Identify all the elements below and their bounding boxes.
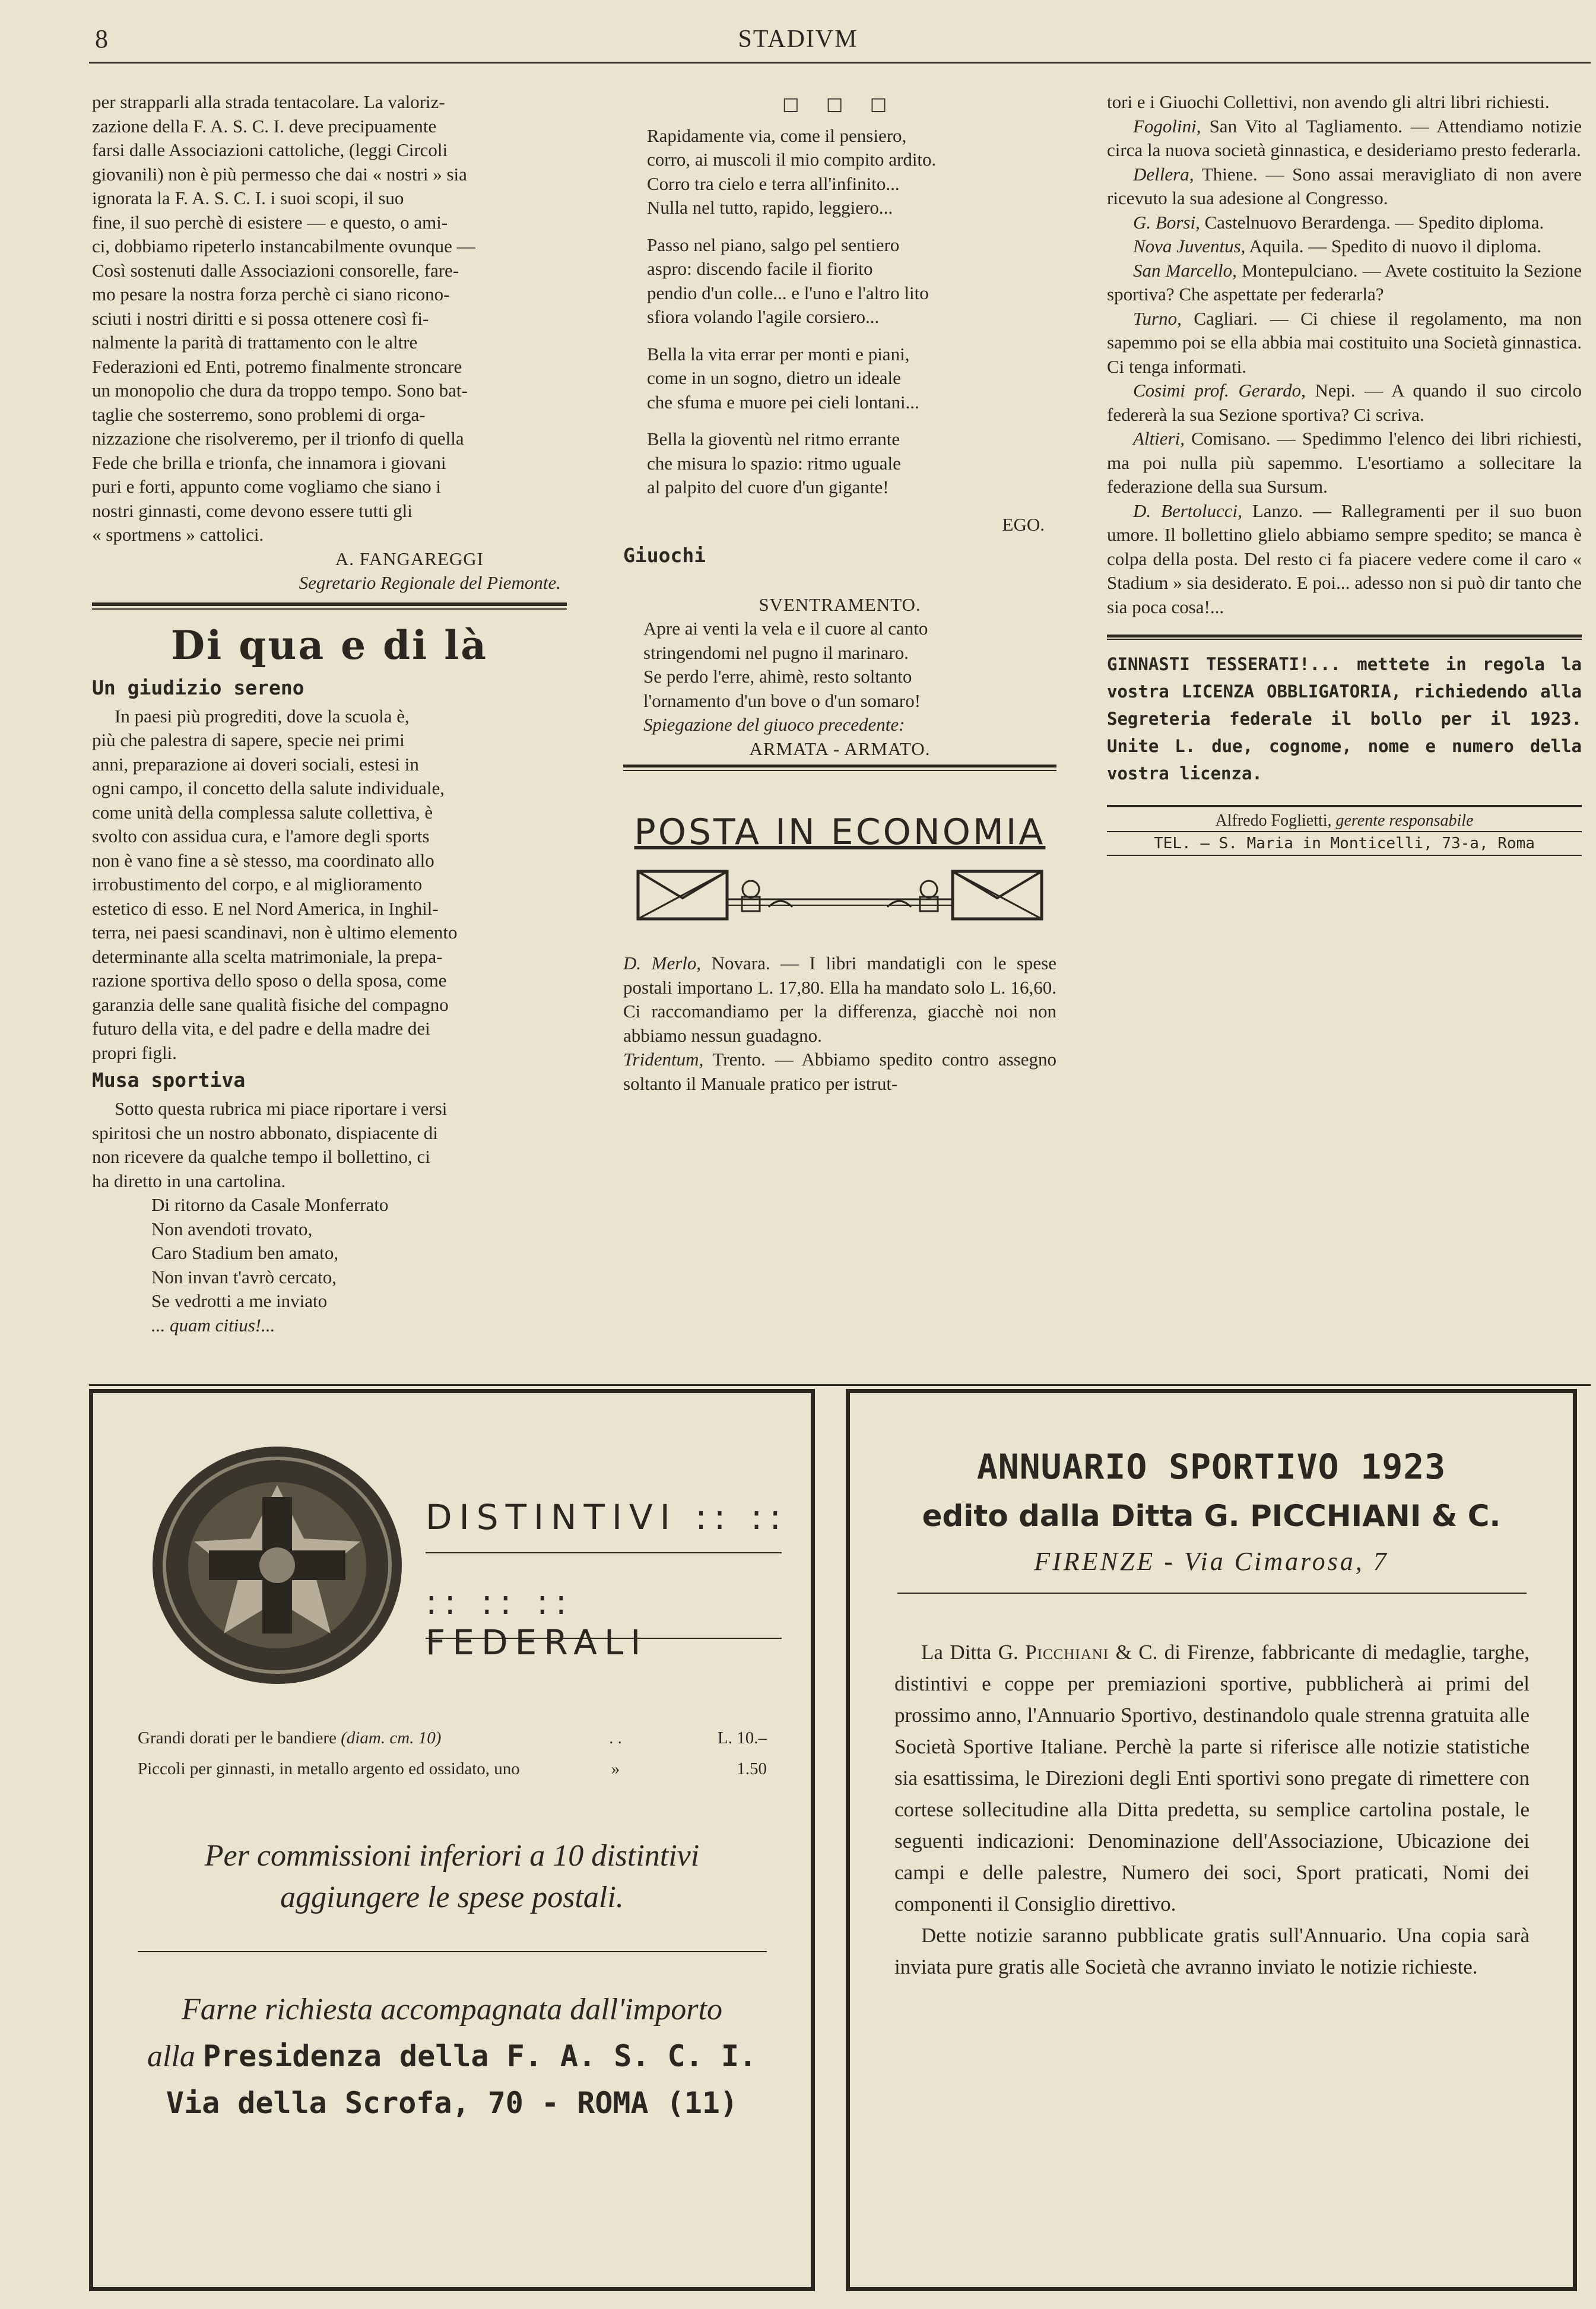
- text-line: Federazioni ed Enti, potremo finalmente stroncare: [92, 356, 462, 377]
- annuario-address: FIRENZE - Via Cimarosa, 7: [1034, 1547, 1389, 1576]
- verse: stringendomi nel pugno il marinaro.: [643, 642, 909, 663]
- price-row: [138, 1723, 767, 1753]
- puzzle-title: SVENTRAMENTO.: [759, 594, 921, 615]
- section-rule: [1107, 805, 1582, 807]
- text-line: Sotto questa rubrica mi piace riportare i versi: [115, 1098, 448, 1119]
- verse: pendio d'un colle... e l'uno e l'altro lito: [647, 282, 929, 303]
- text-line: nalmente la parità di trattamento con le altre: [92, 332, 418, 353]
- text-line: ogni campo, il concetto della salute individuale,: [92, 778, 445, 798]
- section-rule-thin: [623, 770, 1056, 771]
- text-line: terra, nei paesi scandinavi, non è ultimo elemento: [92, 922, 458, 943]
- text-line: propri figli.: [92, 1042, 177, 1063]
- giuochi-heading: Giuochi: [623, 544, 706, 567]
- ad-divider: [897, 1593, 1527, 1594]
- annuario-body: [894, 1636, 1530, 1983]
- order-instructions: [93, 1987, 811, 2126]
- posta-entry: [1107, 211, 1582, 235]
- entry-text: Castelnuovo Berardenga. — Spedito diploma.: [1204, 211, 1544, 233]
- section-rule: [623, 765, 1056, 767]
- poem-signature: EGO.: [1002, 513, 1045, 535]
- verse: Rapidamente via, come il pensiero,: [647, 125, 907, 146]
- ornament-squares: □ □ □: [782, 94, 898, 115]
- signature-role: Segretario Regionale del Piemonte.: [299, 572, 561, 593]
- verse: Caro Stadium ben amato,: [151, 1242, 339, 1263]
- posta-entry: [623, 951, 1056, 1048]
- posta-entry: [1107, 163, 1582, 211]
- text-line: Così sostenuti dalle Associazioni consorelle, fare-: [92, 259, 459, 281]
- entry-name: Fogolini,: [1133, 115, 1201, 137]
- title-rule: [426, 1638, 782, 1639]
- poem-stanza: [623, 342, 1056, 415]
- entry-text: San Vito al Tagliamento. — Attendiamo notizie circa la nuova società ginnastica, e desideriamo presto federarla.: [1107, 115, 1582, 160]
- entry-text: Thiene. — Sono assai meravigliato di non avere ricevuto la sua adesione al Congresso.: [1107, 163, 1582, 208]
- text-line: nizzazione che risolveremo, per il trionfo di quella: [92, 428, 464, 449]
- posta-entry: [1107, 234, 1582, 259]
- posta-entry: [1107, 379, 1582, 427]
- ads-separator-rule: [89, 1384, 1591, 1386]
- order-address: Via della Scrofa, 70 - ROMA (11): [166, 2086, 738, 2120]
- text-line: In paesi più progrediti, dove la scuola è,: [115, 705, 410, 727]
- text-line: futuro della vita, e del padre e della madre dei: [92, 1018, 430, 1039]
- license-notice: GINNASTI TESSERATI!... mettete in regola la vostra LICENZA OBBLIGATORIA, richiedendo alla Segreteria federale il bollo per il 1923. Unite L. due, cognome, nome e numero della vostra licenza.: [1107, 654, 1582, 784]
- order-addressee: Presidenza della F. A. S. C. I.: [202, 2039, 757, 2073]
- section-title: Di qua e di là: [170, 621, 488, 668]
- entry-name: Nova Juventus,: [1133, 236, 1246, 256]
- poem-verses: [92, 1193, 567, 1337]
- solution-label: Spiegazione del giuoco precedente:: [643, 714, 905, 735]
- price-list: [138, 1723, 767, 1784]
- entry-name: Tridentum,: [623, 1049, 704, 1070]
- company-name: Picchiani: [1025, 1641, 1109, 1664]
- entry-name: D. Merlo,: [623, 953, 702, 973]
- posta-entry: [1107, 115, 1582, 163]
- entry-name: D. Bertolucci,: [1133, 500, 1242, 521]
- verse: Bella la vita errar per monti e piani,: [647, 343, 910, 364]
- text-line: svolto con assidua cura, e l'amore degli sports: [92, 826, 430, 846]
- section-rule-thin: [92, 608, 567, 610]
- text-line: taglie che sosterremo, sono problemi di orga-: [92, 404, 426, 425]
- title-rule: [426, 1552, 782, 1553]
- text-line: anni, preparazione ai doveri sociali, estesi in: [92, 753, 419, 775]
- giudizio-heading: Un giudizio sereno: [92, 675, 304, 699]
- body-text: La Ditta G.: [921, 1641, 1018, 1664]
- text-line: « sportmens » cattolici.: [92, 524, 264, 545]
- postal-note-line: Per commissioni inferiori a 10 distintivi: [204, 1839, 700, 1873]
- price-value: L. 10.–: [718, 1728, 767, 1747]
- verse: al palpito del cuore d'un gigante!: [647, 477, 889, 497]
- column-1: [92, 90, 567, 1337]
- musa-heading: Musa sportiva: [92, 1068, 246, 1092]
- posta-entry: [1107, 427, 1582, 499]
- postal-note: [93, 1835, 811, 1918]
- poem-stanza: [623, 427, 1056, 500]
- verse: Bella la gioventù nel ritmo errante: [647, 429, 900, 449]
- signature-name: A. FANGAREGGI: [335, 548, 484, 569]
- verse: Non avendoti trovato,: [151, 1218, 313, 1239]
- entry-name: Dellera,: [1133, 163, 1194, 185]
- text-line: zazione della F. A. S. C. I. deve precipuamente: [92, 115, 437, 137]
- text-line: determinante alla scelta matrimoniale, la prepa-: [92, 946, 443, 967]
- postal-note-line: aggiungere le spese postali.: [280, 1880, 624, 1914]
- section-rule: [1107, 635, 1582, 637]
- text-line: razione sportiva dello sposo o della sposa, come: [92, 970, 447, 991]
- entry-text: Lanzo. — Rallegramenti per il suo buon umore. Il bollettino glielo abbiamo sempre spedito; se manca è colpa della posta. Del resto ci fa piacere vedere come il caro « Stadium » sia desiderato. E poi... adesso non si può dir tanto che sia poca cosa!...: [1107, 500, 1582, 617]
- gerente-role: gerente responsabile: [1335, 811, 1474, 830]
- puzzle-verses: [623, 617, 1056, 713]
- verse: Nulla nel tutto, rapido, leggiero...: [647, 197, 893, 218]
- verse: Di ritorno da Casale Monferrato: [151, 1194, 389, 1215]
- entry-name: Turno,: [1133, 307, 1182, 329]
- posta-heading: POSTA IN ECONOMIA: [634, 811, 1046, 853]
- order-line: [93, 2033, 811, 2080]
- text-line: ha diretto in una cartolina.: [92, 1170, 286, 1191]
- entry-text: Comisano. — Spedimmo l'elenco dei libri richiesti, ma poi nulla più sapemmo. L'esortiamo a sollecitare la federazione della sua Sursum.: [1107, 428, 1582, 497]
- verse: Se vedrotti a me inviato: [151, 1290, 328, 1311]
- text-line: come unità della complessa salute collettiva, è: [92, 801, 433, 823]
- distintivi-advertisement: [89, 1389, 815, 2291]
- verse: Apre ai venti la vela e il cuore al canto: [643, 618, 928, 639]
- ad-divider: [138, 1951, 767, 1952]
- item-name: Grandi dorati per le bandiere: [138, 1728, 337, 1747]
- text-line: sciuti i nostri diritti e si possa ottenere così fi-: [92, 307, 429, 329]
- price-value: 1.50: [737, 1759, 767, 1778]
- verse: l'ornamento d'un bove o d'un somaro!: [643, 690, 921, 711]
- annuario-advertisement: [846, 1389, 1577, 2291]
- masthead-title: STADIVM: [738, 26, 858, 53]
- entry-text: Cagliari. — Ci chiese il regolamento, ma non sapemmo poi se ella abbia mai costituito una Società ginnastica. Ci tenga informati.: [1107, 307, 1582, 377]
- annuario-publisher: edito dalla Ditta G. PICCHIANI & C.: [922, 1499, 1501, 1533]
- printer-line: TEL. — S. Maria in Monticelli, 73-a, Roma: [1107, 831, 1582, 856]
- text-line: spiritosi che un nostro abbonato, dispiacente di: [92, 1122, 438, 1143]
- ad-title-line-1: DISTINTIVI :: ::: [426, 1497, 788, 1537]
- text-line: ignorata la F. A. S. C. I. i suoi scopi, il suo: [92, 188, 404, 208]
- gerente-name: Alfredo Foglietti,: [1215, 811, 1332, 830]
- column-2: [623, 90, 1056, 1096]
- order-line: Farne richiesta accompagnata dall'importo: [182, 1993, 722, 2026]
- section-rule-thin: [1107, 639, 1582, 640]
- gerente-line: [1107, 811, 1582, 831]
- musa-text: [92, 1097, 567, 1193]
- posta-entry: [1107, 90, 1582, 115]
- text-line: fine, il suo perchè di esistere — e questo, o ami-: [92, 211, 448, 233]
- body-paragraph: Dette notizie saranno pubblicate gratis sull'Annuario. Una copia sarà inviata pure gratis alle Società che avranno inviato le notizie richieste.: [894, 1924, 1530, 1978]
- verse: Corro tra cielo e terra all'infinito...: [647, 173, 900, 194]
- text-line: ci, dobbiamo ripeterlo instancabilmente ovunque —: [92, 236, 475, 256]
- text-line: nostri ginnasti, come devono essere tutti gli: [92, 500, 413, 521]
- poem-stanza: [623, 233, 1056, 329]
- text-line: garanzia delle sane qualità fisiche del compagno: [92, 994, 449, 1015]
- verse: che misura lo spazio: ritmo uguale: [647, 452, 901, 474]
- entry-text: Trento. — Abbiamo spedito contro assegno soltanto il Manuale pratico per istrut-: [623, 1049, 1056, 1094]
- verse: aspro: discendo facile il fiorito: [647, 258, 873, 279]
- text-line: estetico di esso. E nel Nord America, in Inghil-: [92, 897, 439, 919]
- verse: Passo nel piano, salgo pel sentiero: [647, 234, 900, 255]
- entry-name: Altieri,: [1133, 428, 1185, 449]
- badge-medal-icon: [147, 1441, 408, 1690]
- entry-name: Cosimi prof. Gerardo,: [1133, 380, 1306, 401]
- text-line: per strapparli alla strada tentacolare. La valoriz-: [92, 91, 445, 112]
- item-note: (diam. cm. 10): [341, 1728, 442, 1747]
- price-dots: . .: [609, 1728, 622, 1747]
- text-line: Fede che brilla e trionfa, che innamora i giovani: [92, 452, 446, 473]
- order-word: alla: [147, 2040, 195, 2073]
- text-line: mo pesare la nostra forza perchè ci siano ricono-: [92, 284, 450, 305]
- verse: che sfuma e muore pei cieli lontani...: [647, 391, 919, 413]
- envelopes-illustration: [632, 862, 1048, 928]
- posta-entry: [1107, 259, 1582, 307]
- column-3: [1107, 90, 1582, 856]
- text-line: non ricevere da qualche tempo il bollettino, ci: [92, 1146, 430, 1167]
- posta-entry: [623, 1048, 1056, 1096]
- verse: corro, ai muscoli il mio compito ardito.: [647, 149, 937, 170]
- entry-text: tori e i Giuochi Collettivi, non avendo gli altri libri richiesti.: [1107, 91, 1550, 112]
- posta-entry: [1107, 307, 1582, 379]
- ad-title-line-2: :: :: :: FEDERALI: [426, 1582, 648, 1663]
- posta-entry: [1107, 499, 1582, 620]
- entry-text: Nepi. — A quando il suo circolo federerà la sua Sezione sportiva? Ci scriva.: [1107, 380, 1582, 425]
- giudizio-text: [92, 705, 567, 1065]
- body-paragraph: [894, 1636, 1530, 1920]
- verse: Se perdo l'erre, ahimè, resto soltanto: [643, 666, 912, 687]
- entry-name: San Marcello,: [1133, 259, 1237, 281]
- verse: come in un sogno, dietro un ideale: [647, 367, 901, 388]
- annuario-title: ANNUARIO SPORTIVO 1923: [976, 1447, 1446, 1487]
- entry-name: G. Borsi,: [1133, 211, 1200, 233]
- verse: ... quam citius!...: [151, 1314, 275, 1336]
- text-line: irrobustimento del corpo, e al miglioramento: [92, 874, 423, 895]
- entry-text: Novara. — I libri mandatigli con le spese postali importano L. 17,80. Ella ha mandato solo L. 16,60. Ci raccomandiamo per la differenza, giacchè noi non abbiamo nessun guadagno.: [623, 953, 1057, 1046]
- text-line: un monopolio che dura da troppo tempo. Sono bat-: [92, 380, 468, 401]
- article-continuation: [92, 90, 567, 547]
- body-text: & C. di Firenze, fabbricante di medaglie, targhe, distintivi e coppe per premiazioni sportive, pubblicherà ai primi del prossimo anno, l'Annuario Sportivo, destinandolo quale strenna gratuita alle Società Sportive Italiane. Perchè la parte si riferisce alle notizie statistiche sia esattissima, le Direzioni degli Enti sportivi sono pregate di rimettere con cortese sollecitudine alla Ditta predetta, su semplice cartolina postale, le seguenti indicazioni: Denominazione dell'Associazione, Ubicazione dei campi e delle palestre, Numero dei soci, Sport praticati, Nomi dei componenti il Consiglio direttivo.: [894, 1641, 1530, 1915]
- price-row: [138, 1753, 767, 1784]
- poem-stanza: [623, 124, 1056, 220]
- text-line: non è vano fine a sè stesso, ma coordinato allo: [92, 849, 434, 871]
- price-label: Piccoli per ginnasti, in metallo argento ed ossidato, uno: [138, 1759, 520, 1778]
- entry-text: Aquila. — Spedito di nuovo il diploma.: [1249, 236, 1541, 256]
- text-line: giovanili) non è più permesso che dai « nostri » sia: [92, 163, 467, 185]
- verse: sfiora volando l'agile corsiero...: [647, 306, 880, 327]
- text-line: più che palestra di sapere, specie nei primi: [92, 730, 405, 750]
- text-line: puri e forti, appunto come vogliamo che siano i: [92, 476, 441, 497]
- page-number: 8: [95, 24, 108, 53]
- solution-text: ARMATA - ARMATO.: [749, 738, 931, 759]
- entry-text: Montepulciano. — Avete costituito la Sezione sportiva? Che aspettate per federarla?: [1107, 259, 1582, 305]
- verse: Non invan t'avrò cercato,: [151, 1266, 337, 1287]
- price-label: [138, 1723, 559, 1753]
- text-line: farsi dalle Associazioni cattoliche, (leggi Circoli: [92, 139, 448, 160]
- price-dots: »: [611, 1759, 620, 1778]
- section-rule: [92, 602, 567, 606]
- header-rule: [89, 62, 1591, 64]
